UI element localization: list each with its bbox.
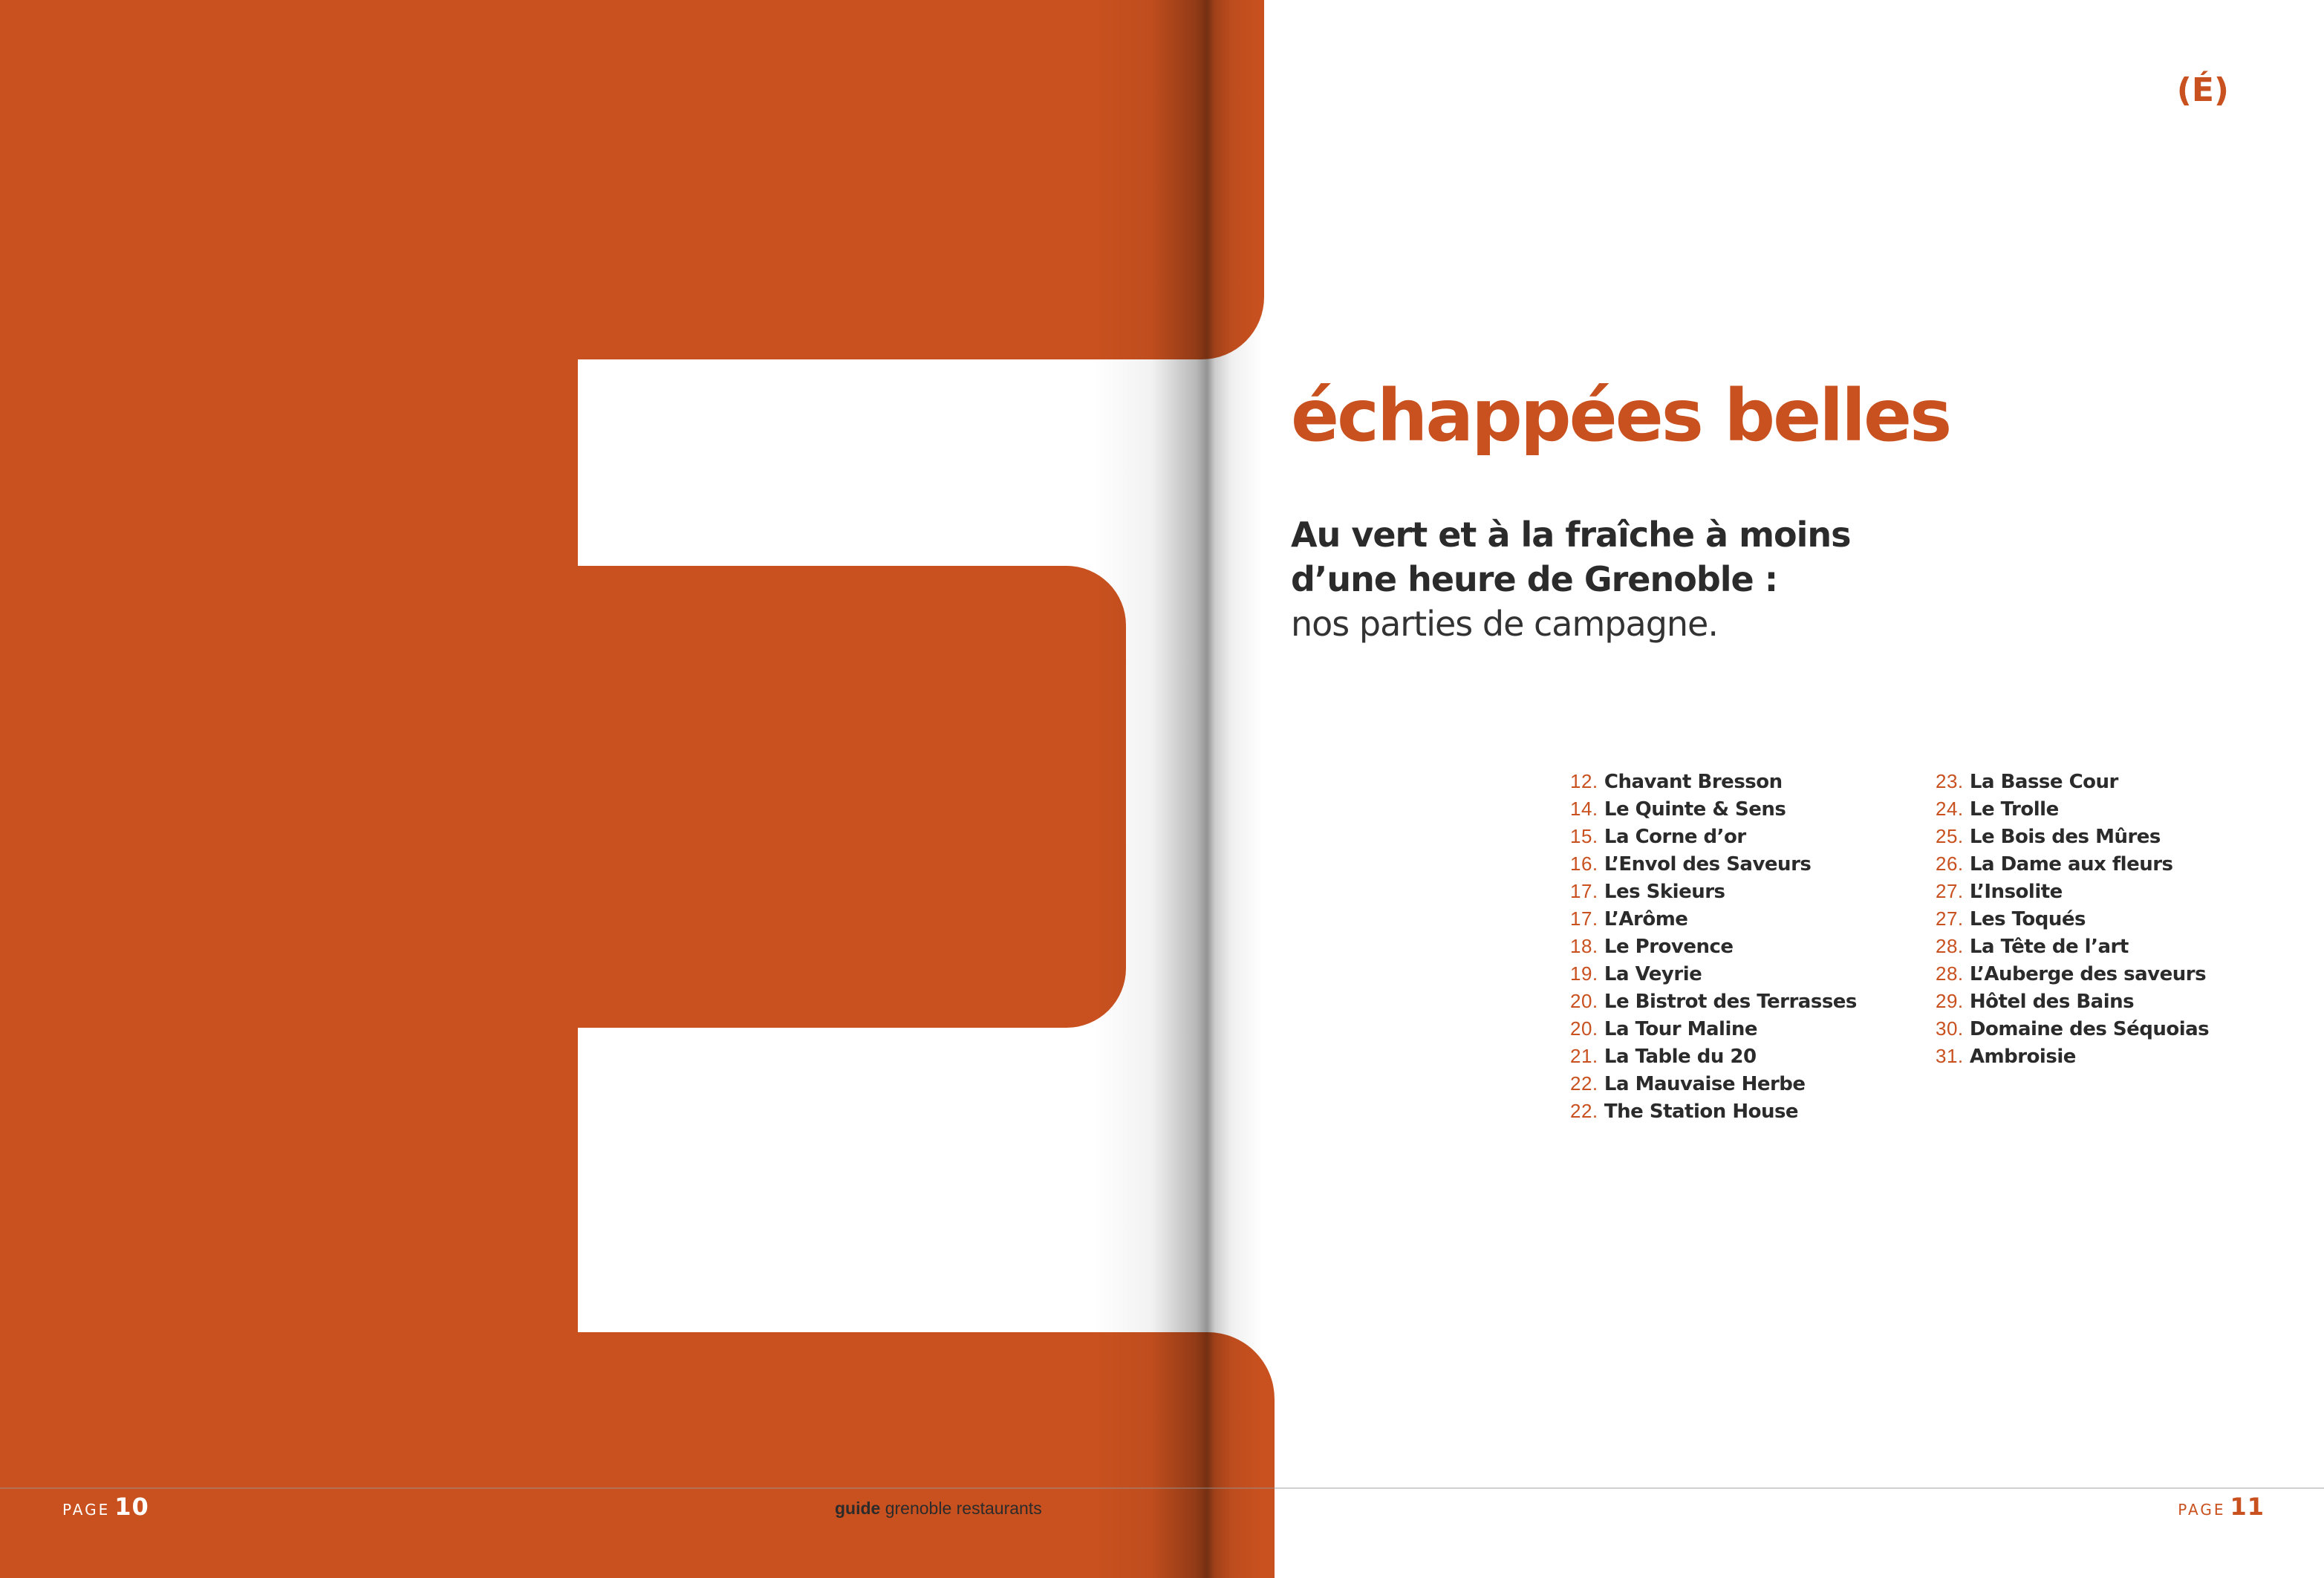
guide-bold-text: guide (835, 1499, 881, 1518)
subtitle (1291, 512, 1851, 646)
list-item[interactable] (1570, 1070, 1857, 1098)
list-item[interactable] (1936, 933, 2209, 960)
item-page-number: 18. (1570, 935, 1598, 957)
item-restaurant-name: Domaine des Séquoias (1969, 1018, 2210, 1040)
item-page-number: 31. (1936, 1045, 1964, 1067)
list-item[interactable] (1936, 795, 2209, 823)
page-number-right (2178, 1493, 2265, 1521)
item-restaurant-name: La Corne d’or (1604, 826, 1746, 848)
item-restaurant-name: Chavant Bresson (1604, 771, 1783, 793)
list-item[interactable] (1936, 768, 2209, 795)
item-restaurant-name: The Station House (1604, 1101, 1799, 1123)
page-title: échappées belles (1291, 374, 1950, 457)
list-item[interactable] (1936, 960, 2209, 988)
e-shape-bottom-arm (0, 1332, 1275, 1578)
item-restaurant-name: L’Insolite (1969, 881, 2063, 903)
item-page-number: 20. (1570, 990, 1598, 1012)
item-page-number: 19. (1570, 962, 1598, 985)
list-item[interactable] (1570, 1015, 1857, 1043)
page-number-left (62, 1493, 149, 1521)
list-item[interactable] (1936, 878, 2209, 905)
item-page-number: 21. (1570, 1045, 1598, 1067)
page-label: PAGE (62, 1501, 111, 1519)
item-page-number: 22. (1570, 1072, 1598, 1095)
item-restaurant-name: Le Trolle (1969, 798, 2059, 821)
list-item[interactable] (1570, 878, 1857, 905)
e-shape-top-arm (0, 0, 1264, 359)
item-restaurant-name: La Mauvaise Herbe (1604, 1073, 1806, 1095)
list-item[interactable] (1570, 1098, 1857, 1125)
list-item[interactable] (1570, 988, 1857, 1015)
item-page-number: 15. (1570, 825, 1598, 847)
list-item[interactable] (1936, 988, 2209, 1015)
item-restaurant-name: Hôtel des Bains (1969, 991, 2135, 1013)
item-restaurant-name: L’Envol des Saveurs (1604, 853, 1812, 876)
restaurant-list-column-1 (1570, 768, 1857, 1125)
item-restaurant-name: La Table du 20 (1604, 1046, 1757, 1068)
list-item[interactable] (1570, 1043, 1857, 1070)
item-restaurant-name: L’Auberge des saveurs (1969, 963, 2207, 985)
item-restaurant-name: La Tête de l’art (1969, 936, 2129, 958)
list-item[interactable] (1570, 823, 1857, 850)
list-item[interactable] (1936, 1015, 2209, 1043)
subtitle-line-2: d’une heure de Grenoble : (1291, 559, 1778, 599)
item-restaurant-name: Le Bistrot des Terrasses (1604, 991, 1857, 1013)
list-item[interactable] (1936, 905, 2209, 933)
list-item[interactable] (1570, 960, 1857, 988)
item-restaurant-name: La Veyrie (1604, 963, 1702, 985)
item-restaurant-name: La Basse Cour (1969, 771, 2118, 793)
list-item[interactable] (1936, 850, 2209, 878)
item-restaurant-name: Ambroisie (1969, 1046, 2076, 1068)
item-page-number: 14. (1570, 798, 1598, 820)
item-page-number: 17. (1570, 907, 1598, 930)
item-restaurant-name: Le Quinte & Sens (1604, 798, 1786, 821)
list-item[interactable] (1936, 1043, 2209, 1070)
list-item[interactable] (1570, 768, 1857, 795)
item-restaurant-name: La Tour Maline (1604, 1018, 1757, 1040)
section-letter-mark: (É) (2176, 71, 2229, 109)
subtitle-line-1: Au vert et à la fraîche à moins (1291, 515, 1851, 555)
guide-footer-credit (835, 1499, 1042, 1519)
item-page-number: 30. (1936, 1017, 1964, 1040)
item-page-number: 27. (1936, 880, 1964, 902)
item-restaurant-name: L’Arôme (1604, 908, 1688, 930)
page-label: PAGE (2178, 1501, 2226, 1519)
item-page-number: 29. (1936, 990, 1964, 1012)
item-page-number: 22. (1570, 1100, 1598, 1122)
item-page-number: 26. (1936, 852, 1964, 875)
list-item[interactable] (1570, 933, 1857, 960)
item-restaurant-name: Les Toqués (1969, 908, 2086, 930)
item-page-number: 20. (1570, 1017, 1598, 1040)
item-restaurant-name: Les Skieurs (1604, 881, 1725, 903)
restaurant-list-column-2 (1936, 768, 2209, 1070)
item-page-number: 28. (1936, 935, 1964, 957)
page-number-value: 11 (2230, 1493, 2265, 1521)
item-page-number: 24. (1936, 798, 1964, 820)
page-number-value: 10 (114, 1493, 149, 1521)
item-page-number: 27. (1936, 907, 1964, 930)
item-page-number: 16. (1570, 852, 1598, 875)
item-page-number: 12. (1570, 770, 1598, 792)
footer-rule (0, 1487, 2324, 1489)
item-page-number: 23. (1936, 770, 1964, 792)
item-restaurant-name: Le Bois des Mûres (1969, 826, 2161, 848)
e-shape-middle-arm (0, 566, 1126, 1028)
list-item[interactable] (1570, 850, 1857, 878)
item-page-number: 25. (1936, 825, 1964, 847)
list-item[interactable] (1936, 823, 2209, 850)
item-page-number: 17. (1570, 880, 1598, 902)
item-restaurant-name: Le Provence (1604, 936, 1734, 958)
list-item[interactable] (1570, 905, 1857, 933)
list-item[interactable] (1570, 795, 1857, 823)
subtitle-line-3: nos parties de campagne. (1291, 604, 1718, 644)
item-page-number: 28. (1936, 962, 1964, 985)
guide-rest-text: grenoble restaurants (885, 1499, 1042, 1518)
item-restaurant-name: La Dame aux fleurs (1969, 853, 2173, 876)
